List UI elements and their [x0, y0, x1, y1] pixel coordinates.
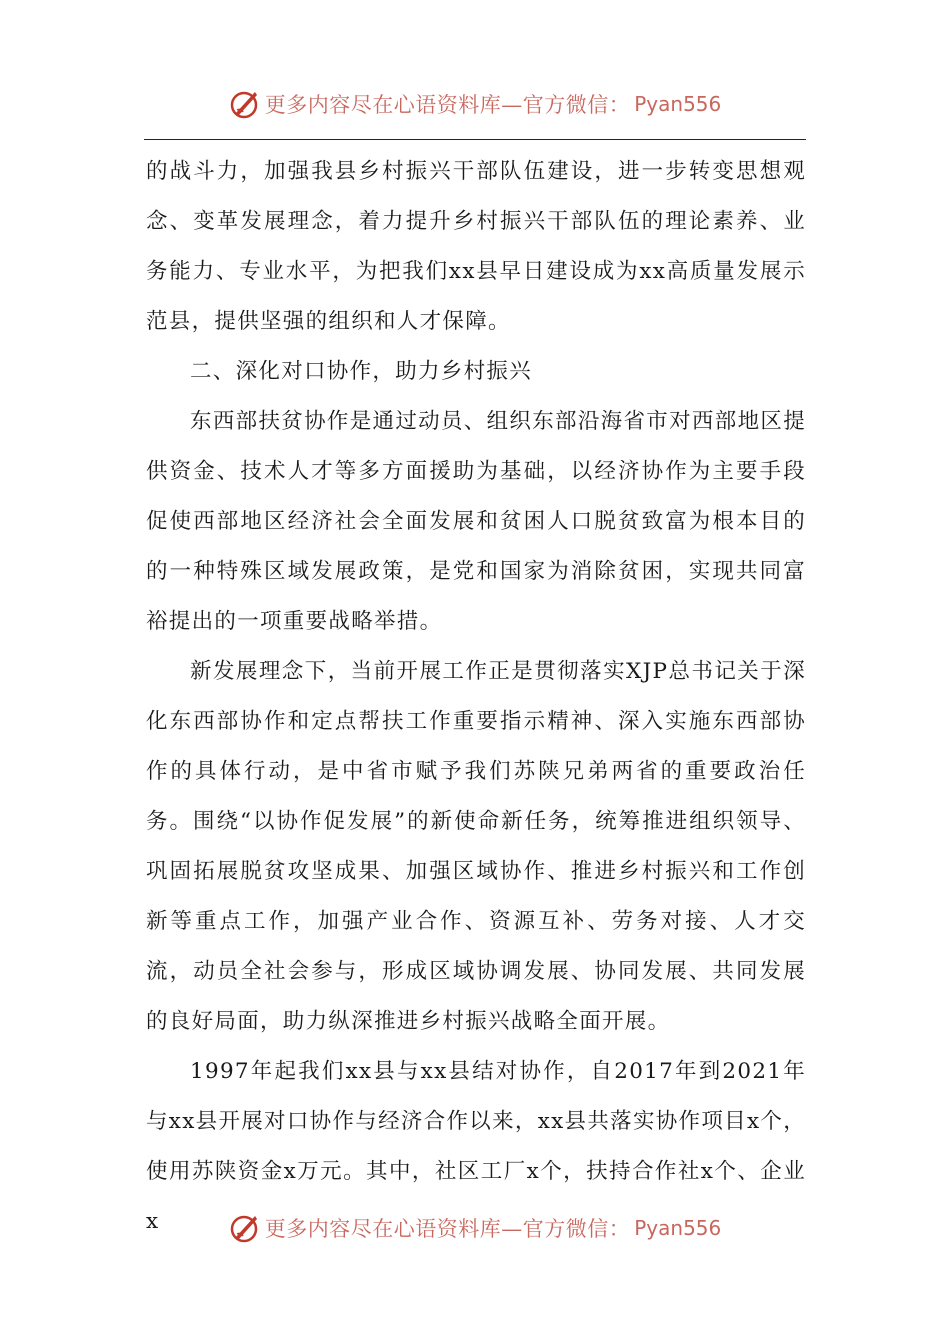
- header-banner-text: 更多内容尽在心语资料库—官方微信：: [264, 93, 631, 117]
- document-body: [146, 147, 806, 1247]
- quill-pen-logo-icon: [229, 1212, 261, 1244]
- section-heading: 二、深化对口协作，助力乡村振兴: [190, 359, 533, 384]
- header-divider: [144, 139, 806, 140]
- footer-banner: [0, 1208, 950, 1248]
- footer-banner-text: 更多内容尽在心语资料库—官方微信：: [264, 1217, 631, 1241]
- header-banner: [0, 84, 950, 124]
- footer-wechat-handle: Pyan556: [634, 1216, 722, 1240]
- paragraph-continuation: 的战斗力，加强我县乡村振兴干部队伍建设，进一步转变思想观念、变革发展理念，着力提升乡村振兴干部队伍的理论素养、业务能力、专业水平，为把我们xx县早日建设成为xx高质量发展示范县，提供坚强的组织和人才保障。: [146, 159, 806, 334]
- paragraph-county-cooperation: 1997年起我们xx县与xx县结对协作，自2017年到2021年与xx县开展对口协作与经济合作以来，xx县共落实协作项目x个，使用苏陕资金x万元。其中，社区工厂x个，扶持合作社x个、企业x: [146, 1059, 806, 1234]
- paragraph-new-development-concept: 新发展理念下，当前开展工作正是贯彻落实XJP总书记关于深化东西部协作和定点帮扶工作重要指示精神、深入实施东西部协作的具体行动，是中省市赋予我们苏陕兄弟两省的重要政治任务。围绕“以协作促发展”的新使命新任务，统筹推进组织领导、巩固拓展脱贫攻坚成果、加强区域协作、推进乡村振兴和工作创新等重点工作，加强产业合作、资源互补、劳务对接、人才交流，动员全社会参与，形成区域协调发展、协同发展、共同发展的良好局面，助力纵深推进乡村振兴战略全面开展。: [146, 659, 806, 1034]
- paragraph-east-west-cooperation: 东西部扶贫协作是通过动员、组织东部沿海省市对西部地区提供资金、技术人才等多方面援助为基础，以经济协作为主要手段促使西部地区经济社会全面发展和贫困人口脱贫致富为根本目的的一种特殊区域发展政策，是党和国家为消除贫困，实现共同富裕提出的一项重要战略举措。: [146, 409, 806, 634]
- header-wechat-handle: Pyan556: [634, 92, 722, 116]
- quill-pen-logo-icon: [229, 88, 261, 120]
